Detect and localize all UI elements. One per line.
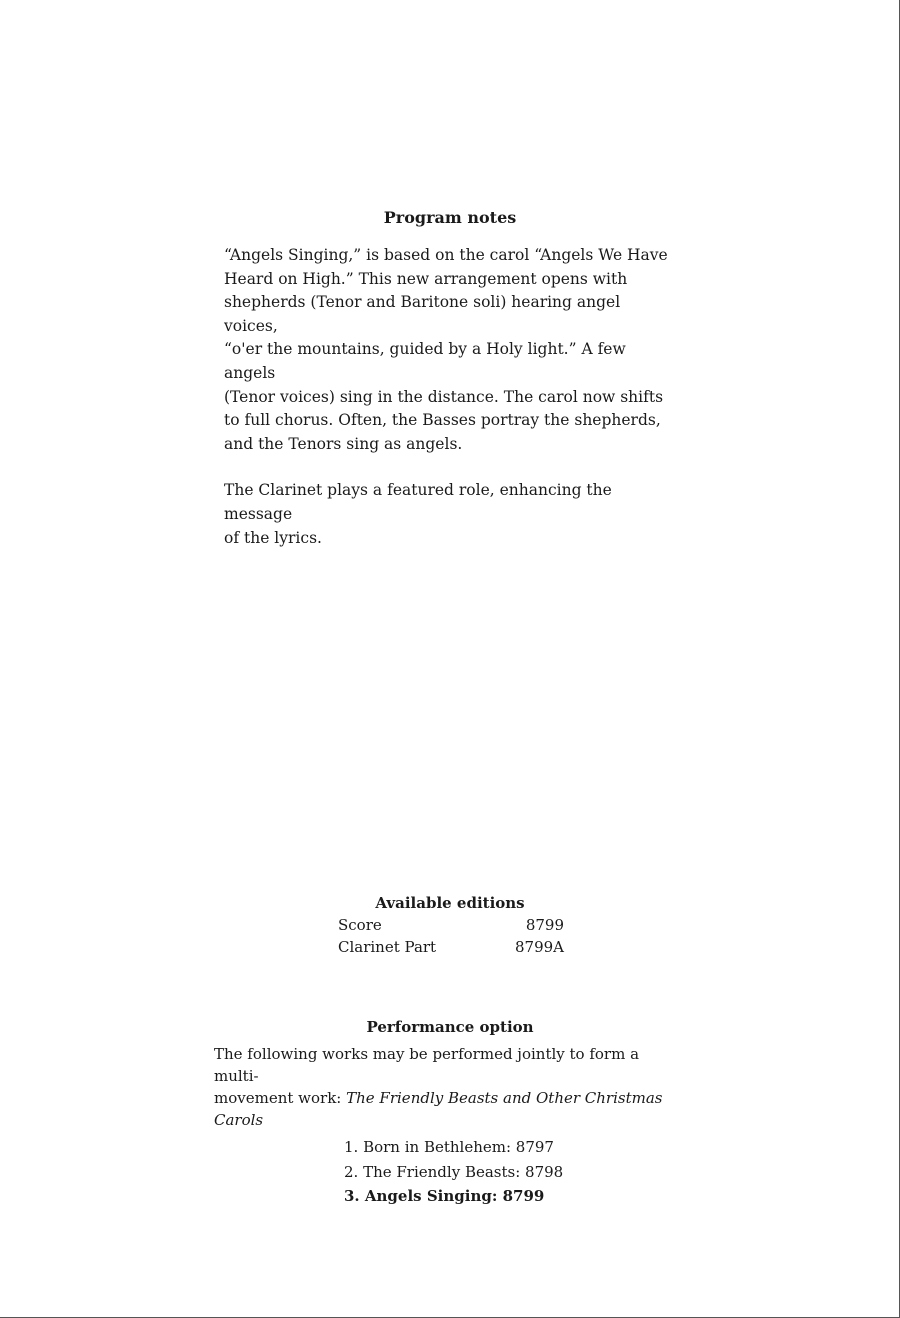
paragraph-line: “Angels Singing,” is based on the carol “Angels We Have [224,246,668,264]
performance-line-1: The following works may be performed jointly to form a multi- [214,1045,640,1085]
program-notes-paragraph-2 [224,479,676,550]
program-notes-section [224,206,676,550]
available-editions-section [336,892,564,958]
work-item: 2. The Friendly Beasts: 8798 [344,1162,564,1181]
paragraph-line: (Tenor voices) sing in the distance. The carol now shifts [224,387,664,406]
edition-row [336,914,564,936]
performance-option-section [214,1015,686,1209]
edition-name: Clarinet Part [338,938,437,956]
edition-code: 8799 [525,916,564,934]
available-editions-heading: Available editions [375,894,525,912]
work-item-current: 3. Angels Singing: 8799 [344,1187,545,1205]
paragraph-line: of the lyrics. [224,528,322,547]
performance-line-2-prefix: movement work: [214,1089,347,1107]
paragraph-line: Heard on High.” This new arrangement opens with [224,269,628,288]
paragraph-line: The Clarinet plays a featured role, enhancing the message [224,481,612,523]
paragraph-line: to full chorus. Often, the Basses portray the shepherds, [224,411,661,430]
paragraph-line: and the Tenors sing as angels. [224,434,463,453]
edition-row [336,936,564,958]
work-item: 1. Born in Bethlehem: 8797 [344,1138,554,1156]
works-list [214,1135,686,1209]
program-notes-heading: Program notes [383,208,517,227]
multi-movement-work-title: The Friendly Beasts and Other Christmas Carols [214,1089,663,1129]
paragraph-line: “o'er the mountains, guided by a Holy light.” A few angels [224,340,626,382]
edition-name: Score [338,916,382,934]
program-notes-paragraph-1 [224,244,676,456]
edition-code: 8799A [514,938,564,956]
paragraph-line: shepherds (Tenor and Baritone soli) hearing angel voices, [224,293,621,335]
performance-option-heading: Performance option [366,1018,534,1036]
performance-description [214,1043,686,1131]
